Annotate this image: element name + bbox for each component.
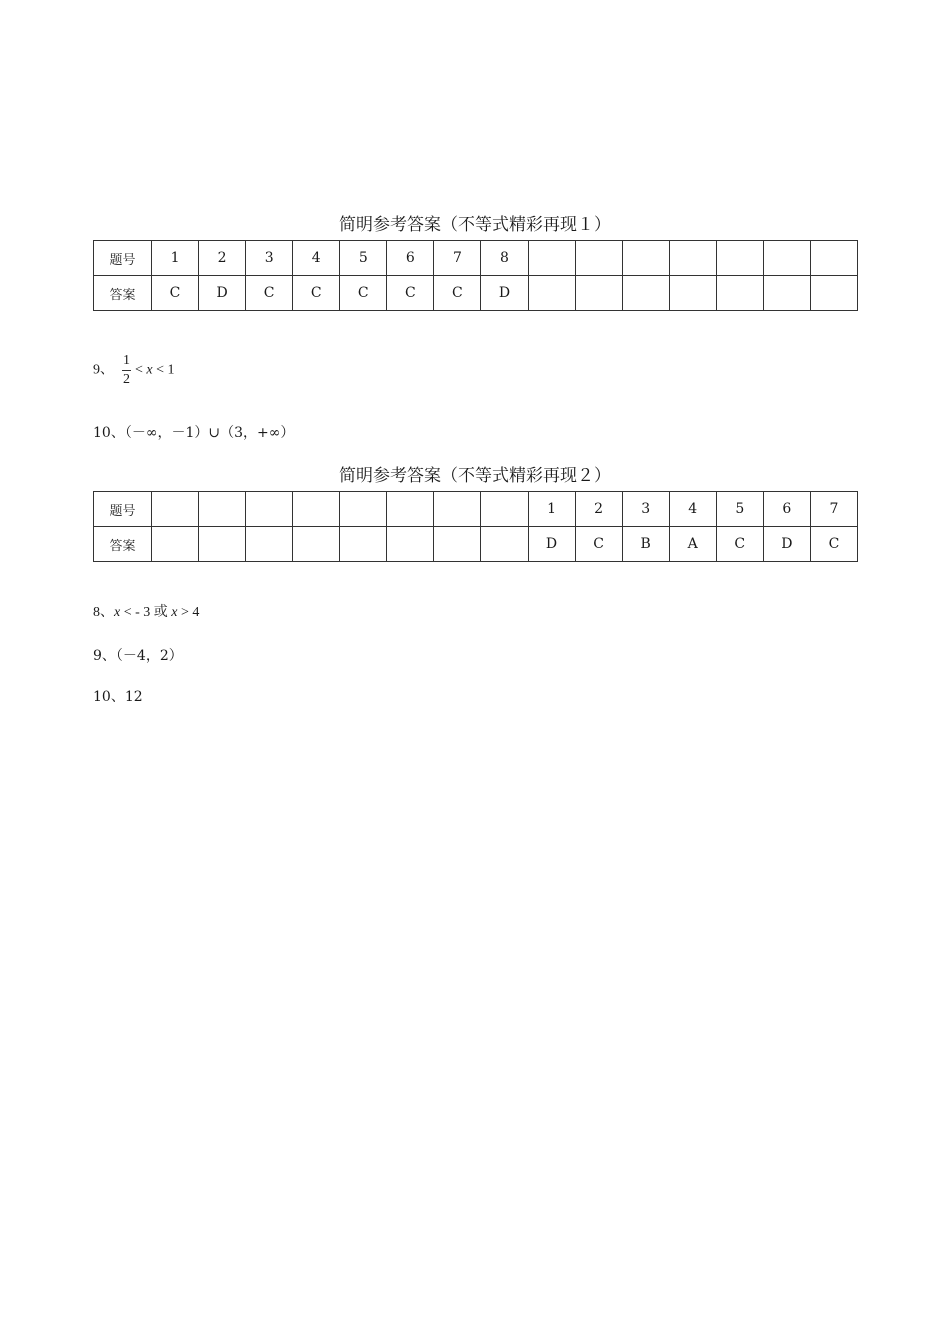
- number-cell: [622, 241, 669, 276]
- number-cell: [528, 241, 575, 276]
- answer-q10-section1: 10、（－∞，－1）∪（3，+∞）: [93, 425, 295, 441]
- answer-cell: [434, 527, 481, 562]
- number-cell: 4: [293, 241, 340, 276]
- number-cell: [669, 241, 716, 276]
- answer-cell: [340, 527, 387, 562]
- number-cell: 2: [575, 492, 622, 527]
- row-label-numbers: 题号: [94, 241, 152, 276]
- fraction: [122, 352, 131, 389]
- answer-q9-section2: 9、（－4，2）: [93, 648, 183, 664]
- number-cell: [340, 492, 387, 527]
- number-cell: [199, 492, 246, 527]
- number-cell: 6: [763, 492, 810, 527]
- answer-cell: C: [434, 276, 481, 311]
- answer-cell: [152, 527, 199, 562]
- answer-cell: D: [763, 527, 810, 562]
- row-label-answers: 答案: [94, 276, 152, 311]
- q9-variable: x: [146, 362, 153, 378]
- q9-less-than: <: [135, 362, 143, 378]
- number-cell: [763, 241, 810, 276]
- answer-cell: [199, 527, 246, 562]
- answer-cell: D: [528, 527, 575, 562]
- table-row-answers: [94, 276, 858, 311]
- answer-cell: [622, 276, 669, 311]
- section-2-title: 简明参考答案（不等式精彩再现２）: [339, 466, 611, 486]
- answer-cell: [810, 276, 857, 311]
- number-cell: [434, 492, 481, 527]
- number-cell: 4: [669, 492, 716, 527]
- answer-cell: [387, 527, 434, 562]
- answer-table-1: [93, 240, 858, 311]
- fraction-denominator: 2: [123, 372, 130, 387]
- number-cell: 1: [152, 241, 199, 276]
- answer-cell: D: [199, 276, 246, 311]
- answer-cell: C: [387, 276, 434, 311]
- q8-prefix: 8、: [93, 605, 114, 620]
- answer-cell: [763, 276, 810, 311]
- answer-cell: [528, 276, 575, 311]
- q9-prefix: 9、: [93, 362, 114, 378]
- q9-rest: < 1: [156, 362, 175, 378]
- answer-cell: C: [716, 527, 763, 562]
- answer-q9-section1: [93, 352, 175, 389]
- q8-rest: > 4: [177, 605, 200, 620]
- table-row-numbers: [94, 492, 858, 527]
- answer-q8-section2: [93, 603, 199, 623]
- answer-cell: [575, 276, 622, 311]
- answer-cell: C: [246, 276, 293, 311]
- number-cell: 2: [199, 241, 246, 276]
- number-cell: [246, 492, 293, 527]
- answer-cell: B: [622, 527, 669, 562]
- number-cell: 8: [481, 241, 528, 276]
- answer-cell: C: [810, 527, 857, 562]
- number-cell: [575, 241, 622, 276]
- table-row-answers: [94, 527, 858, 562]
- answer-cell: C: [152, 276, 199, 311]
- answer-cell: C: [575, 527, 622, 562]
- number-cell: 5: [716, 492, 763, 527]
- answer-cell: C: [293, 276, 340, 311]
- number-cell: 5: [340, 241, 387, 276]
- answer-cell: [481, 527, 528, 562]
- number-cell: [481, 492, 528, 527]
- answer-cell: [669, 276, 716, 311]
- q8-middle: < - 3 或: [120, 605, 172, 620]
- number-cell: 1: [528, 492, 575, 527]
- answer-cell: [293, 527, 340, 562]
- answer-cell: [716, 276, 763, 311]
- q8-variable-1: x: [114, 605, 121, 620]
- number-cell: 7: [810, 492, 857, 527]
- table-row-numbers: [94, 241, 858, 276]
- number-cell: 3: [246, 241, 293, 276]
- number-cell: [716, 241, 763, 276]
- number-cell: [152, 492, 199, 527]
- row-label-answers: 答案: [94, 527, 152, 562]
- number-cell: 7: [434, 241, 481, 276]
- number-cell: [387, 492, 434, 527]
- fraction-numerator: 1: [122, 352, 131, 371]
- answer-cell: [246, 527, 293, 562]
- answer-q10-section2: 10、12: [93, 689, 143, 705]
- number-cell: [293, 492, 340, 527]
- answer-cell: A: [669, 527, 716, 562]
- answer-cell: C: [340, 276, 387, 311]
- row-label-numbers: 题号: [94, 492, 152, 527]
- answer-cell: D: [481, 276, 528, 311]
- q8-variable-2: x: [171, 605, 178, 620]
- number-cell: 3: [622, 492, 669, 527]
- answer-table-2: [93, 491, 858, 562]
- section-1-title: 简明参考答案（不等式精彩再现１）: [339, 215, 611, 235]
- number-cell: [810, 241, 857, 276]
- number-cell: 6: [387, 241, 434, 276]
